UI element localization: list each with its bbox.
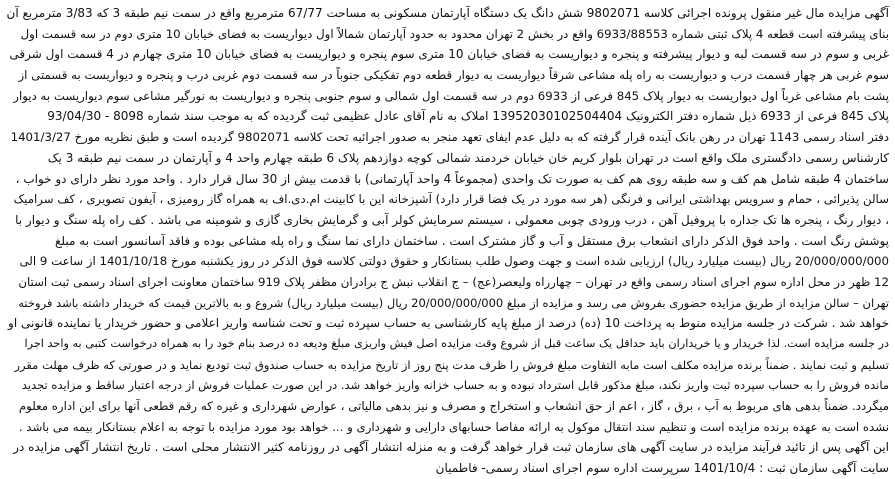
notice-line: کارشناس رسمی دادگستری ملک واقع است در تهران بلوار کریم خان خیابان خردمند شمالی کوچه دوازدهم پلاک 6 طبقه چهارم واحد 4 و آپارتمان در سمت نیم طبقه 3 یک xyxy=(47,150,889,165)
notice-line: در جلسه مزایده است. لذا خریدار و یا خریداران باید حداقل یک ساعت قبل از شروع وقت مزایده اصل فیش واریزی مبلغ ودیعه ده درصد بنام خود را به همراه درخواست کتبی به واحد اجرا xyxy=(24,337,889,350)
notice-line: پلاک 845 فرعی از 6933 ذیل شماره دفتر الکترونیک 13952030102504404 املاک به نام آقای عادل عظیمی ثبت گردیده که به موجب سند شماره 8098 - 93/04/30 xyxy=(47,109,889,124)
notice-line: تهران – سالن مزایده از طریق مزایده حضوری بفروش می رسد و مزایده از مبلغ 20/000/000/000 ریال (بیست میلیارد ریال) شروع و به بالاترین قیمت که خریدار داشته باشد فروخته xyxy=(18,295,889,310)
notice-line: سایت آگهی سازمان ثبت : 1401/10/4 سرپرست اداره سوم اجرای اسناد رسمی- فاطمیان xyxy=(435,461,889,476)
notice-line: غربی و سوم در سه قسمت لبه و دیوار پیشرفته و پنجره و دیواریست به فضای خیابان 10 متری سوم پنجره و دیواریست به فضای خیابان 10 متری چهارم در 4 قسمت اول شرقی xyxy=(9,47,889,62)
auction-notice-text xyxy=(6,3,889,476)
notice-line: میگردد. ضمناً بدهی های مربوط به آب ، برق ، گاز ، اعم از حق انشعاب و استخراج و مصرف و نیز بدهی مالیاتی ، عوارض شهرداری و غیره که رقم قطعی آنها برای این اداره معلوم xyxy=(18,399,889,414)
notice-line: ساختمان 4 طبقه شامل هم کف و سه طبقه روی هم کف به صورت تک واحدی (مجموعاً 4 واحد آپارتمانی) با قدمت بیش از 30 سال قرار دارد . واحد مورد نظر دارای دو خواب ، xyxy=(15,171,889,186)
notice-line: 12 ظهر در محل اداره سوم اجرای اسناد رسمی واقع در تهران – چهارراه ولیعصر(عج) – ج انقلاب نبش ج برادران مظفر پلاک 919 ساختمان معاونت اجرای اسناد رسمی ثبت استان xyxy=(18,274,889,289)
notice-line: نشده است به عهده برنده مزایده است و تنظیم سند انتقال موکول به ارائه مفاصا حسابهای دارایی و شهرداری و ... خواهد بود مورد مزایده با توجه به اعلام بستانکار بیمه می باشد . xyxy=(18,419,889,434)
notice-line: مانده فروش را به حساب سپرده ثبت واریز نکند، مبلغ مذکور قابل استرداد نبوده و به حساب خزانه واریز خواهد شد. در این صورت عملیات فروش از درجه اعتبار ساقط و مزایده تجدید xyxy=(21,378,889,393)
notice-line: تسلیم و ثبت نمایند . ضمناً برنده مزایده مکلف است مابه التفاوت مبلغ فروش را ظرف مدت پنج روز از تاریخ مزایده به حساب صندوق ثبت تودیع نماید و در صورتی که ظرف مهلت مقرر xyxy=(14,357,889,372)
notice-line: سالن پذیرائی ، حمام و سرویس بهداشتی ایرانی و فرنگی (هر سه مورد در یک فضا قرار دارد) آشپزخانه این با کابینت ام.دی.اف به همراه گاز رومیزی ، آیفون تصویری ، کف سرامیک xyxy=(13,192,889,207)
notice-line: 20/000/000/000 ریال (بیست میلیارد ریال) ارزیابی شده است و جهت وصول طلب بستانکار و حقوق دولتی کلاسه فوق الذکر در روز یکشنبه مورخ 1401/10/18 از ساعت 9 الی xyxy=(19,254,889,269)
notice-line: دفتر اسناد رسمی 1143 تهران در رهن بانک آینده قرار گرفته که به دلیل عدم ایفای تعهد منجر به صدور اجرائیه تحت کلاسه 9802071 گردیده است و طبق نظریه مورخ 1401/3/27 xyxy=(10,130,889,145)
notice-line: پشت بام مشاعی غرباً اول دیواریست به دیوار پلاک 845 فرعی از 6933 دوم در سه قسمت اول شمالی و سوم جنوبی پنجره و دیواریست به نورگیر مشاعی سوم دیواریست به دیوار xyxy=(13,88,889,103)
notice-line: خواهد شد . شرکت در جلسه مزایده منوط به پرداخت 10 (ده) درصد از مبلغ پایه کارشناسی به حساب سپرده ثبت و تحت شناسه واریز اعلامی و حضور خریدار یا نماینده قانونی او xyxy=(8,316,889,331)
notice-line: این آگهی پس از تائید فرآیند مزایده در سایت آگهی های سازمان ثبت قرار خواهد گرفت و به منزله انتشار آگهی در روزنامه کثیر الانتشار محلی است . تاریخ انتشار آگهی مزایده در xyxy=(13,440,889,455)
notice-line: آگهی مزایده مال غیر منقول پرونده اجرائی کلاسه 9802071 شش دانگ یک دستگاه آپارتمان مسکونی به مساحت 67/77 مترمربع واقع در سمت نیم طبقه 3 که 3/83 مترمربع آن xyxy=(6,6,889,20)
notice-line: سوم غربی هر چهار قسمت درب و دیواریست به راه پله مشاعی شرقاً دیواریست به دیوار قطعه دوم تفکیکی جنوباً در سه قسمت دوم غربی درب و پنجره و دیواریست به قسمتی از xyxy=(18,68,889,83)
notice-line: پوشش رنگ است . واحد فوق الذکر دارای انشعاب برق مستقل و آب و گاز مشترک است . ساختمان دارای نما سنگ و راه پله مشاعی بوده و فاقد آسانسور است به مبلغ xyxy=(55,233,889,248)
notice-line: ، دیوار رنگ ، پنجره ها تک جداره با پروفیل آهن ، درب ورودی چوبی معمولی ، سیستم سرمایش کولر آبی و گرمایش بخاری گازی و شومینه می باشد . کف راه پله سنگ و دیوار با xyxy=(15,212,889,227)
notice-line: بنای پیشرفته است قطعه 4 پلاک ثبتی شماره 6933/88553 واقع در بخش 2 تهران محدود به حدود آپارتمان شمالاً اول دیواریست به فضای خیابان 10 متری دوم در سه قسمت اول xyxy=(20,26,889,41)
